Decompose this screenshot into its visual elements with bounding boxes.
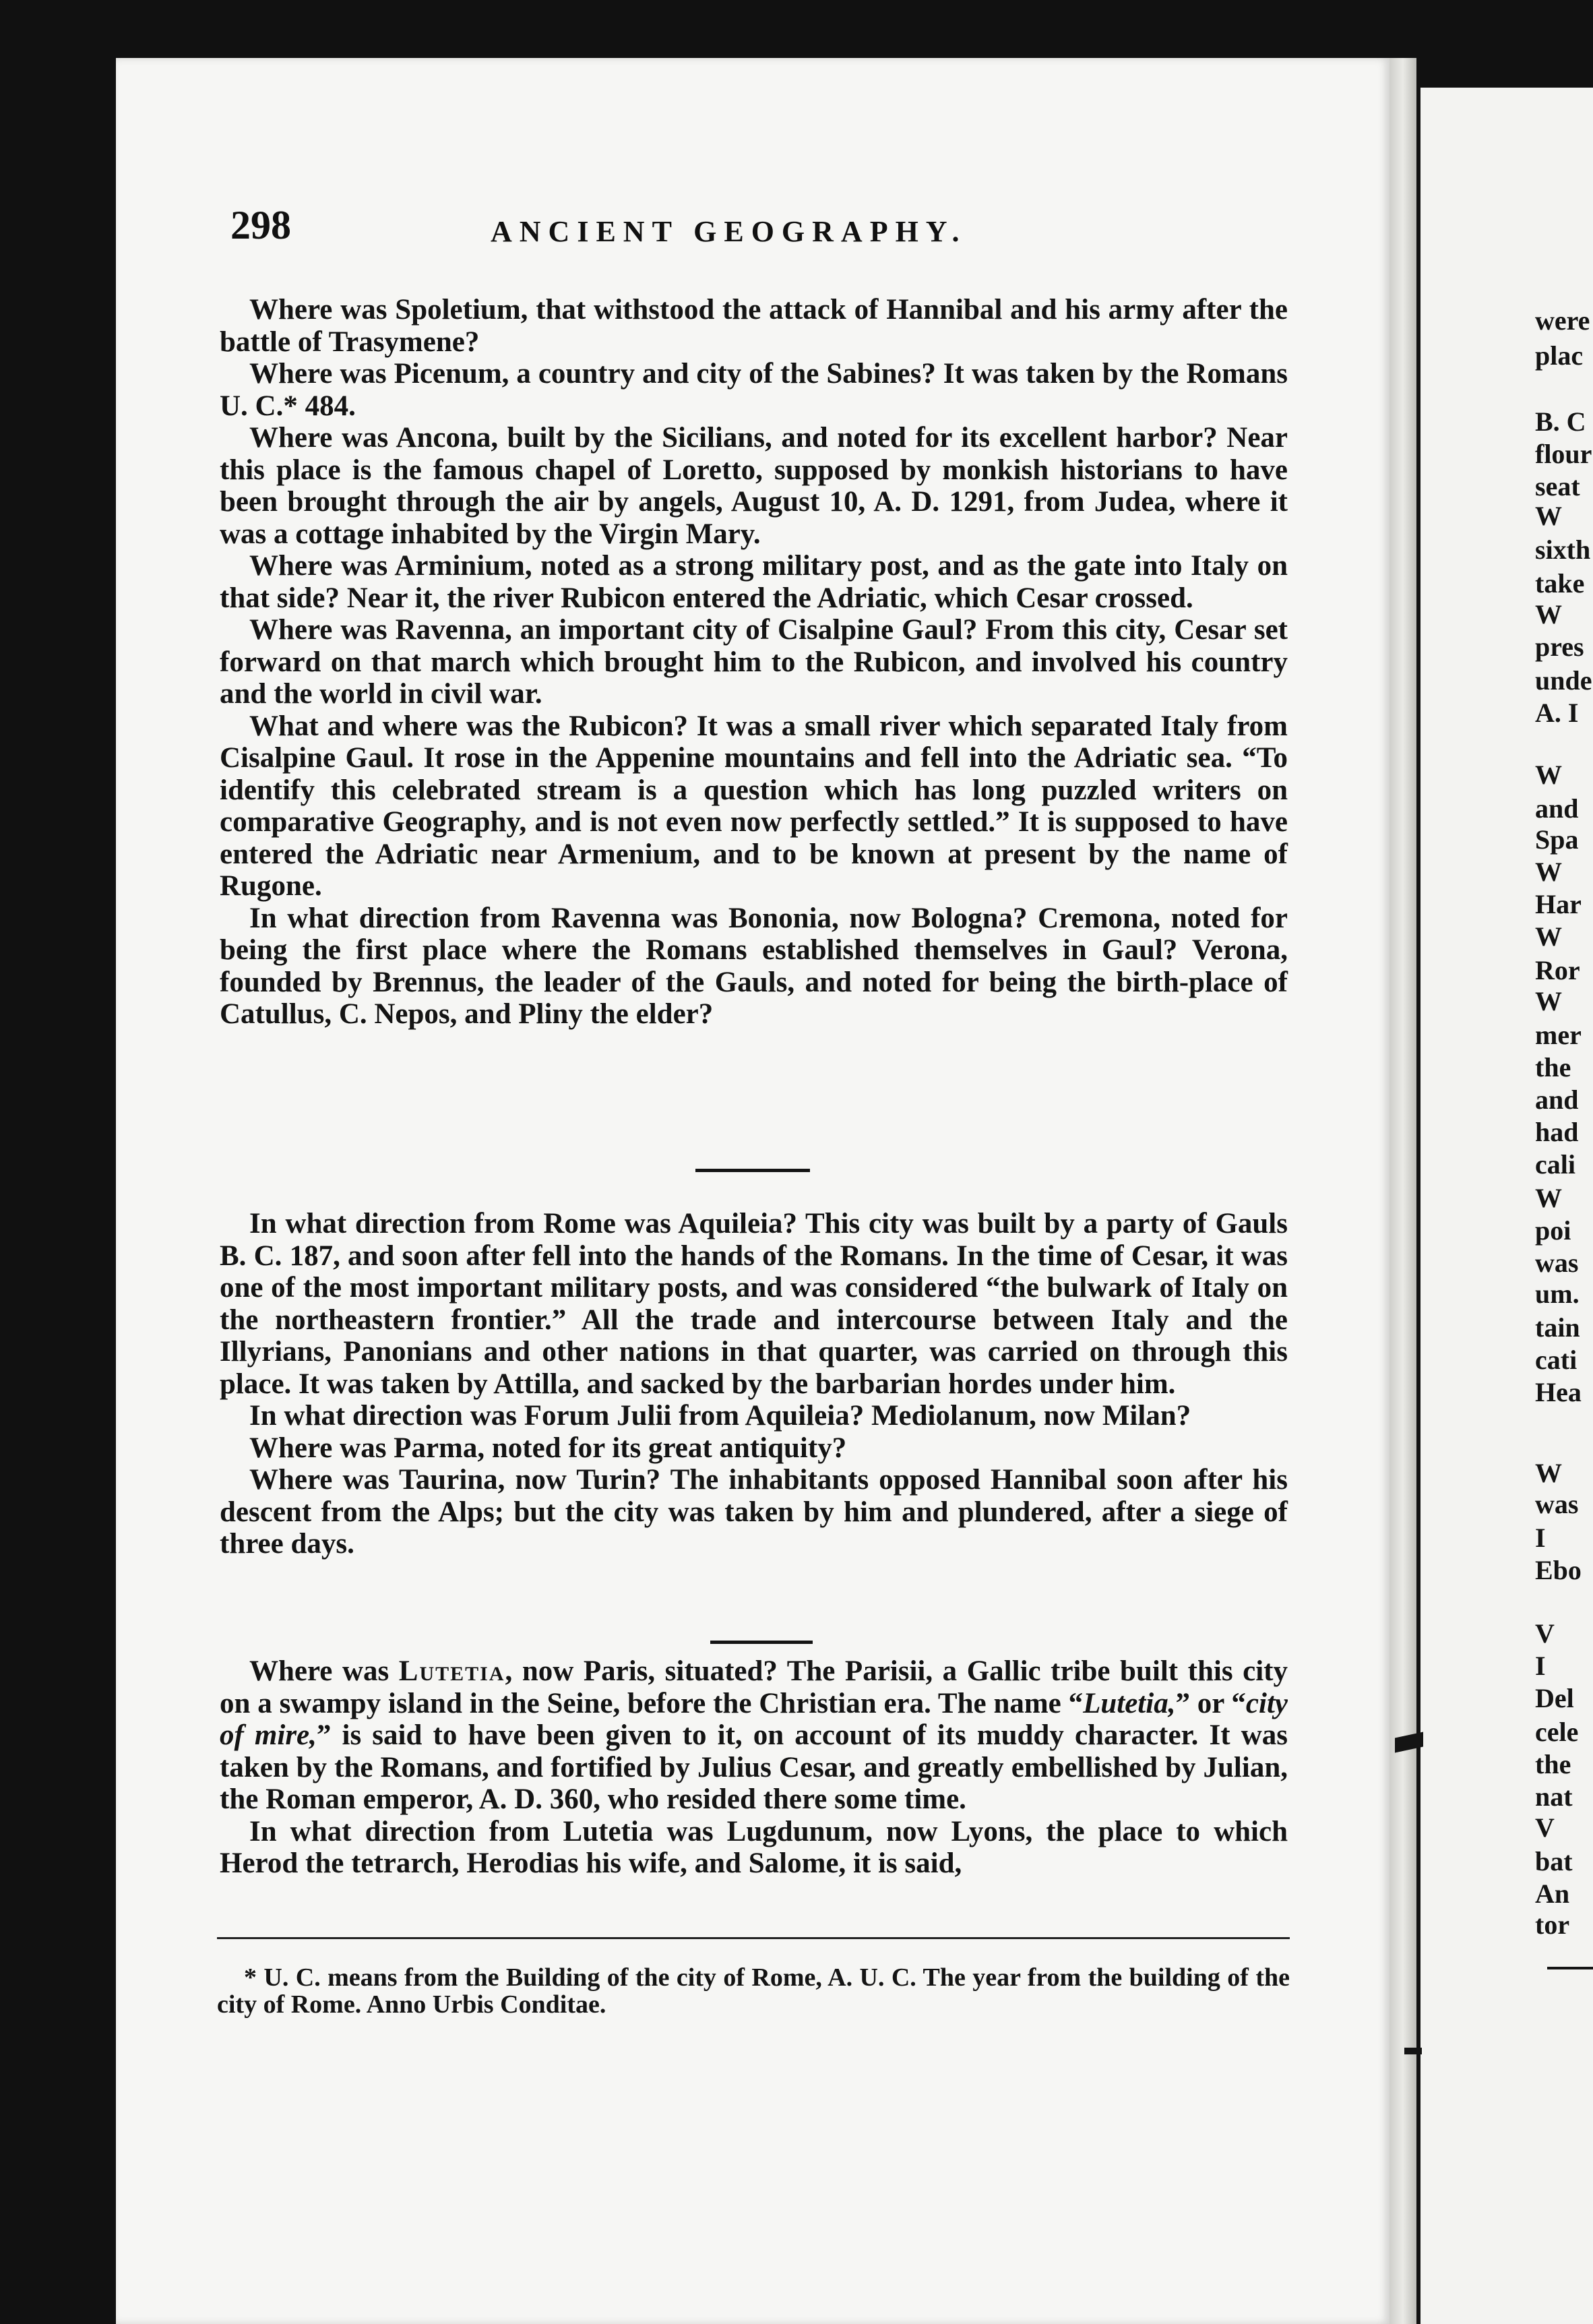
facing-fragment: seat [1535,471,1580,501]
facing-fragment: the [1535,1749,1571,1779]
facing-fragment: An [1535,1878,1570,1909]
facing-fragment: had [1535,1117,1579,1147]
facing-fragment: was [1535,1489,1579,1519]
text-block-north-italy [220,1208,1288,1560]
footnote-text: * U. C. means from the Building of the city of Rome, A. U. C. The year from the building of the city of Rome. Anno Urbis Conditae. [217,1963,1290,2019]
paragraph: Where was Ancona, built by the Sicilians, and noted for its excellent harbor? Near this place is the famous chapel of Loretto, supposed by monkish historians to have been brought through the air by angels, August 10, A. D. 1291, from Judea, where it was a cottage inhabited by the Virgin Mary. [220,422,1288,550]
paragraph: Where was Arminium, noted as a strong military post, and as the gate into Italy on that side? Near it, the river Rubicon entered the Adriatic, which Cesar crossed. [220,550,1288,614]
facing-fragment: Har [1535,889,1582,919]
facing-fragment: W [1535,921,1562,952]
facing-fragment: Ebo [1535,1555,1582,1585]
facing-rule [1547,1967,1593,1969]
facing-fragment: B. C [1535,406,1586,437]
facing-fragment: W [1535,760,1562,790]
section-rule [695,1169,810,1172]
facing-fragment: take [1535,568,1585,599]
text-block-gaul [220,1655,1288,1880]
facing-fragment: plac [1535,340,1584,371]
facing-fragment: was [1535,1248,1579,1278]
facing-fragment: pres [1535,632,1584,662]
paragraph: Where was Picenum, a country and city of the Sabines? It was taken by the Romans U. C.* 484. [220,358,1288,422]
facing-fragment: um. [1535,1279,1580,1309]
facing-fragment: were [1535,305,1590,336]
facing-fragment: mer [1535,1020,1582,1050]
facing-fragment: V [1535,1618,1555,1649]
paragraph: In what direction from Rome was Aquileia? This city was built by a party of Gauls B. C. 187, and soon after fell into the hands of the Romans. In the time of Cesar, it was one of the most important military posts, and was considered “the bulwark of Italy on the northeastern frontier.” All the trade and intercourse between Italy and the Illyrians, Panonians and other nations in that quarter, was carried on through this place. It was taken by Attilla, and sacked by the barbarian hordes under him. [220,1208,1288,1400]
paragraph: Where was Spoletium, that withstood the attack of Hannibal and his army after the battle of Trasymene? [220,294,1288,358]
paragraph: In what direction from Ravenna was Bononia, now Bologna? Cremona, noted for being the first place where the Romans established themselves in Gaul? Verona, founded by Brennus, the leader of the Gauls, and noted for being the birth-place of Catullus, C. Nepos, and Pliny the elder? [220,902,1288,1030]
facing-fragment: Hea [1535,1377,1582,1407]
facing-fragment: sixth [1535,534,1591,565]
facing-fragment: cali [1535,1149,1575,1180]
facing-fragment: and [1535,1084,1579,1115]
facing-fragment: W [1535,599,1562,630]
text-block-italy [220,294,1288,1031]
footnote [217,1964,1290,2018]
facing-fragment: Ror [1535,955,1580,985]
paragraph: In what direction was Forum Julii from Aquileia? Mediolanum, now Milan? [249,1400,1191,1432]
paragraph: In what direction from Lutetia was Lugdunum, now Lyons, the place to which Herod the tetrarch, Herodias his wife, and Salome, it is said, [220,1815,1288,1879]
paragraph-lutetia: Where was Lutetia, now Paris, situated? The Parisii, a Gallic tribe built this city on a swampy island in the Seine, before the Christian era. The name “Lutetia,” or “city of mire,” is said to have been given to it, on account of its muddy character. It was taken by the Romans, and fortified by Julius Cesar, and greatly embellished by Julian, the Roman emperor, A. D. 360, who resided there some time. [220,1655,1288,1815]
paragraph: Where was Ravenna, an important city of Cisalpine Gaul? From this city, Cesar set forward on that march which brought him to the Rubicon, and involved his country and the world in civil war. [220,614,1288,710]
facing-fragment: W [1535,857,1562,887]
section-rule [710,1641,813,1644]
paragraph: What and where was the Rubicon? It was a small river which separated Italy from Cisalpine Gaul. It rose in the Appenine mountains and fell into the Adriatic sea. “To identify this celebrated stream is a question which has long puzzled writers on comparative Geography, and is not even now perfectly settled.” It is supposed to have entered the Adriatic near Armenium, and to be known at present by the name of Rugone. [220,710,1288,902]
facing-fragment: I [1535,1523,1546,1553]
facing-fragment: Spa [1535,824,1579,855]
page-gutter [1389,58,1416,2324]
margin-dash-mark [1404,2048,1422,2054]
paragraph: Where was Parma, noted for its great antiquity? [249,1432,847,1464]
facing-fragment: and [1535,793,1579,824]
facing-fragment: cele [1535,1717,1579,1747]
facing-fragment: the [1535,1052,1571,1082]
facing-fragment: W [1535,1183,1562,1213]
footnote-rule [217,1937,1290,1939]
facing-fragment: A. I [1535,698,1579,728]
facing-fragment: unde [1535,665,1592,696]
facing-fragment: W [1535,986,1562,1016]
facing-fragment: tain [1535,1312,1580,1343]
facing-fragment: Del [1535,1683,1574,1713]
running-title: ANCIENT GEOGRAPHY. [491,215,967,248]
lutetia-heading: Lutetia [398,1655,505,1687]
facing-fragment: nat [1535,1781,1573,1812]
facing-fragment: W [1535,501,1562,531]
facing-fragment: I [1535,1651,1546,1681]
facing-fragment: bat [1535,1846,1573,1876]
facing-fragment: cati [1535,1345,1578,1375]
page-number: 298 [230,203,291,247]
facing-fragment: poi [1535,1215,1571,1246]
paragraph: Where was Taurina, now Turin? The inhabitants opposed Hannibal soon after his descent from the Alps; but the city was taken by him and plundered, after a siege of three days. [220,1464,1288,1560]
facing-fragment: tor [1535,1909,1570,1940]
facing-fragment: W [1535,1458,1562,1488]
facing-fragment: flour [1535,439,1592,469]
facing-fragment: V [1535,1812,1555,1843]
